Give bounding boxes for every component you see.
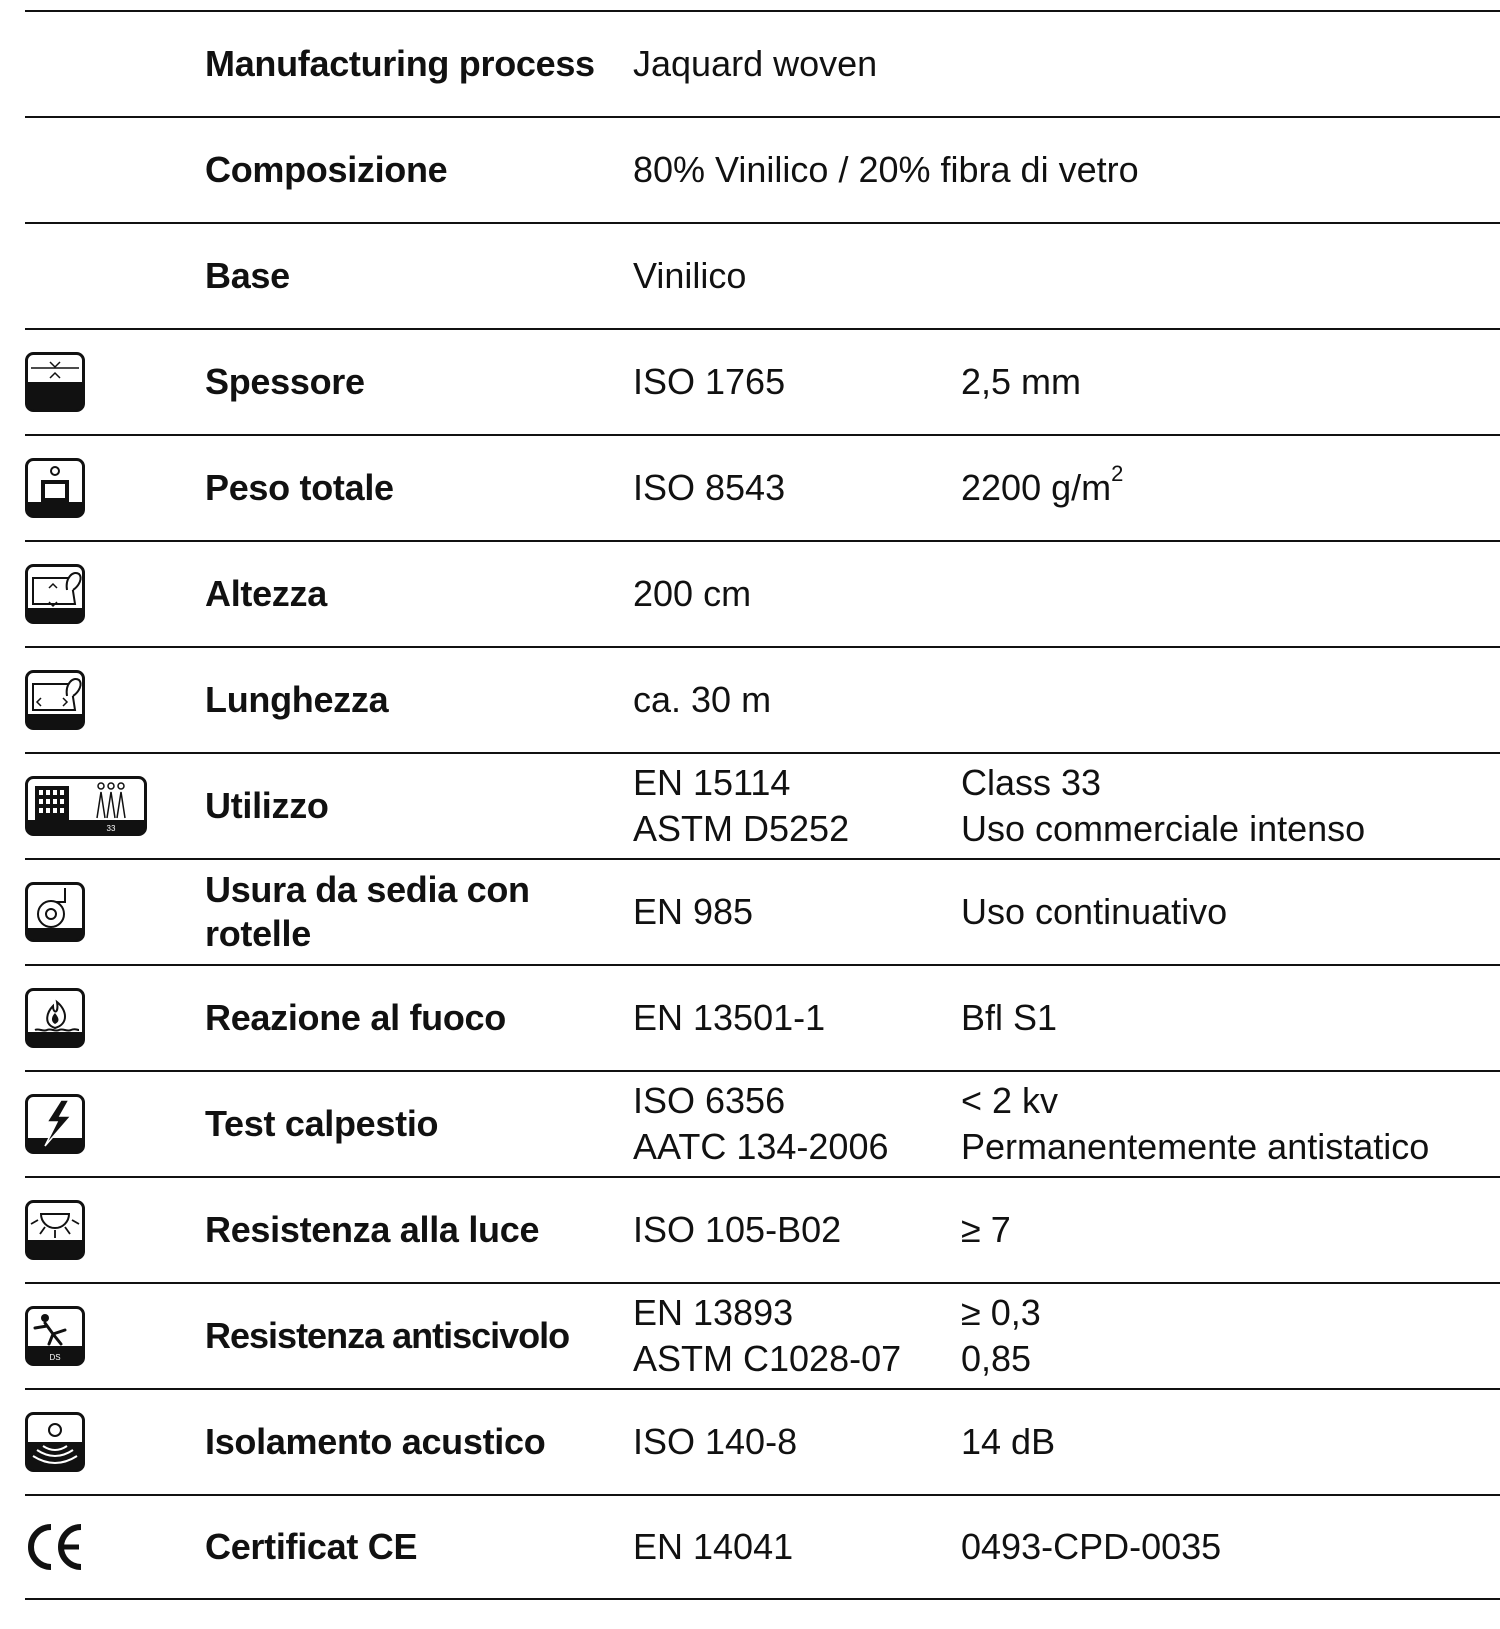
fire-icon bbox=[25, 988, 85, 1048]
spec-label: Resistenza antiscivolo bbox=[205, 1315, 570, 1356]
spec-standard: ISO 1765 bbox=[633, 361, 786, 402]
spec-row-altezza bbox=[25, 540, 1500, 646]
spec-row-fuoco bbox=[25, 964, 1500, 1070]
spec-row-manufacturing bbox=[25, 10, 1500, 116]
spec-value: Class 33 Uso commerciale intenso bbox=[961, 762, 1366, 849]
spec-label: Lunghezza bbox=[205, 679, 389, 720]
spec-row-peso bbox=[25, 434, 1500, 540]
spec-label: Composizione bbox=[205, 149, 448, 190]
spec-row-sedia bbox=[25, 858, 1500, 964]
spec-value: Bfl S1 bbox=[961, 997, 1058, 1038]
spec-value: ca. 30 m bbox=[633, 679, 772, 720]
spec-value: ≥ 0,3 0,85 bbox=[961, 1292, 1041, 1379]
spec-label: Utilizzo bbox=[205, 785, 329, 826]
spec-standard: EN 15114 ASTM D5252 bbox=[633, 762, 850, 849]
ce-mark-icon bbox=[25, 1517, 85, 1577]
spec-row-base bbox=[25, 222, 1500, 328]
spec-label: Peso totale bbox=[205, 467, 394, 508]
spec-value: 0493-CPD-0035 bbox=[961, 1526, 1222, 1567]
spec-label: Base bbox=[205, 255, 290, 296]
spec-label: Reazione al fuoco bbox=[205, 997, 506, 1038]
spec-standard: ISO 8543 bbox=[633, 467, 786, 508]
slip-resistance-icon bbox=[25, 1306, 85, 1366]
spec-label: Certificat CE bbox=[205, 1526, 418, 1567]
spec-row-utilizzo bbox=[25, 752, 1500, 858]
spec-value: Vinilico bbox=[633, 255, 747, 296]
spec-value: Uso continuativo bbox=[961, 891, 1228, 932]
thickness-icon bbox=[25, 352, 85, 412]
light-fastness-icon bbox=[25, 1200, 85, 1260]
spec-table bbox=[25, 10, 1500, 1600]
roll-length-icon bbox=[25, 670, 85, 730]
superscript: 2 bbox=[1111, 461, 1124, 486]
spec-standard: ISO 6356 AATC 134-2006 bbox=[633, 1080, 889, 1167]
roll-height-icon bbox=[25, 564, 85, 624]
spec-label: Spessore bbox=[205, 361, 365, 402]
spec-value: 14 dB bbox=[961, 1421, 1056, 1462]
spec-value: ≥ 7 bbox=[961, 1209, 1011, 1250]
antistatic-icon bbox=[25, 1094, 85, 1154]
spec-label: Usura da sedia con rotelle bbox=[205, 869, 530, 954]
spec-row-ce bbox=[25, 1494, 1500, 1600]
usage-class-number: 33 bbox=[106, 824, 116, 833]
spec-standard: EN 13893 ASTM C1028-07 bbox=[633, 1292, 902, 1379]
weight-icon bbox=[25, 458, 85, 518]
spec-row-acustico bbox=[25, 1388, 1500, 1494]
spec-row-calpestio bbox=[25, 1070, 1500, 1176]
spec-value-text: 2200 g/m bbox=[961, 467, 1112, 508]
usage-class-icon bbox=[25, 776, 147, 836]
acoustic-icon bbox=[25, 1412, 85, 1472]
spec-standard: EN 14041 bbox=[633, 1526, 794, 1567]
spec-standard: EN 985 bbox=[633, 891, 754, 932]
spec-row-spessore bbox=[25, 328, 1500, 434]
spec-row-luce bbox=[25, 1176, 1500, 1282]
spec-label: Test calpestio bbox=[205, 1103, 439, 1144]
castor-chair-icon bbox=[25, 882, 85, 942]
spec-standard: EN 13501-1 bbox=[633, 997, 826, 1038]
spec-row-antiscivolo bbox=[25, 1282, 1500, 1388]
spec-label: Altezza bbox=[205, 573, 327, 614]
spec-label: Resistenza alla luce bbox=[205, 1209, 540, 1250]
slip-class-text: DS bbox=[49, 1353, 61, 1362]
spec-value: 200 cm bbox=[633, 573, 752, 614]
spec-standard: ISO 105-B02 bbox=[633, 1209, 842, 1250]
spec-value: Jaquard woven bbox=[633, 43, 878, 84]
spec-row-composizione bbox=[25, 116, 1500, 222]
spec-row-lunghezza bbox=[25, 646, 1500, 752]
spec-value: 2,5 mm bbox=[961, 361, 1082, 402]
spec-label: Isolamento acustico bbox=[205, 1421, 546, 1462]
spec-value bbox=[961, 461, 1500, 511]
spec-label: Manufacturing process bbox=[205, 43, 595, 84]
spec-value: 80% Vinilico / 20% fibra di vetro bbox=[633, 149, 1139, 190]
spec-standard: ISO 140-8 bbox=[633, 1421, 798, 1462]
spec-value: < 2 kv Permanentemente antistatico bbox=[961, 1080, 1430, 1167]
